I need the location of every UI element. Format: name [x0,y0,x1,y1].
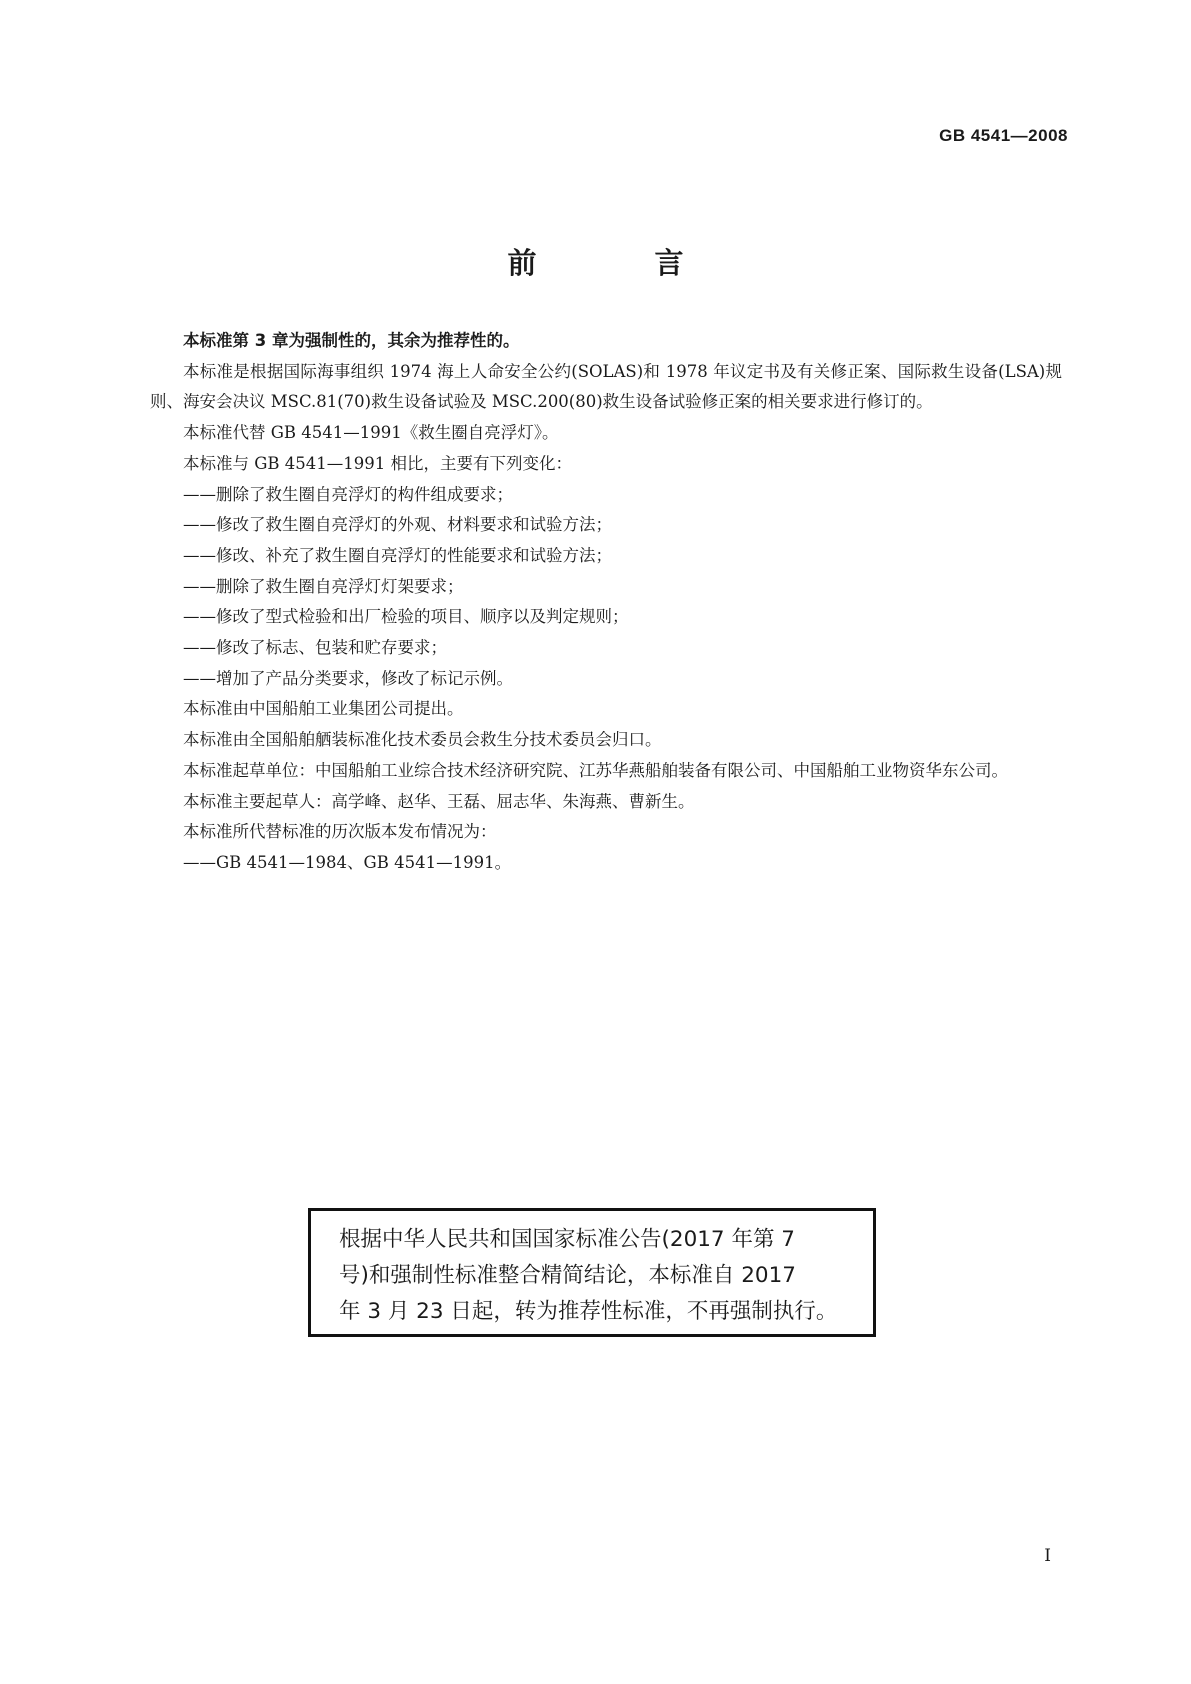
change-item: ——删除了救生圈自亮浮灯的构件组成要求； [183,484,513,504]
paragraph-drafting-units: 本标准起草单位：中国船舶工业综合技术经济研究院、江苏华燕船舶装备有限公司、中国船舶工业物资华东公司。 [183,760,1008,780]
paragraph-changes-intro: 本标准与 GB 4541—1991 相比，主要有下列变化： [183,453,573,473]
notice-line: 年 3 月 23 日起，转为推荐性标准，不再强制执行。 [339,1299,838,1324]
change-item: ——修改了标志、包装和贮存要求； [183,638,447,658]
paragraph-replaces: 本标准代替 GB 4541—1991《救生圈自亮浮灯》。 [183,423,559,443]
paragraph-basis: 本标准是根据国际海事组织 1974 海上人命安全公约(SOLAS)和 1978 年议定书及有关修正案、国际救生设备(LSA)规则、海安会决议 MSC.81(70)救生设备试验及 MSC.200(80)救生设备试验修正案的相关要求进行修订的。 [150,361,1062,412]
page-number: I [1044,1546,1051,1566]
notice-box [308,1208,876,1337]
change-item: ——修改了救生圈自亮浮灯的外观、材料要求和试验方法； [183,515,612,535]
paragraph-proposed-by: 本标准由中国船舶工业集团公司提出。 [183,699,464,719]
change-item: ——修改了型式检验和出厂检验的项目、顺序以及判定规则； [183,607,629,627]
document-code: GB 4541—2008 [939,126,1068,145]
change-item: ——修改、补充了救生圈自亮浮灯的性能要求和试验方法； [183,545,612,565]
notice-line: 号)和强制性标准整合精简结论，本标准自 2017 [339,1263,796,1288]
foreword-body [150,326,1062,879]
paragraph-administered-by: 本标准由全国船舶舾装标准化技术委员会救生分技术委员会归口。 [183,730,662,750]
notice-line: 根据中华人民共和国国家标准公告(2017 年第 7 [339,1227,795,1252]
previous-edition-item: ——GB 4541—1984、GB 4541—1991。 [183,852,512,872]
paragraph-drafters: 本标准主要起草人：高学峰、赵华、王磊、屈志华、朱海燕、曹新生。 [183,791,695,811]
change-item: ——删除了救生圈自亮浮灯灯架要求； [183,576,464,596]
page-title: 前 言 [507,246,738,281]
paragraph-mandatory-scope: 本标准第 3 章为强制性的，其余为推荐性的。 [183,331,520,350]
paragraph-previous-editions: 本标准所代替标准的历次版本发布情况为： [183,822,497,842]
change-item: ——增加了产品分类要求，修改了标记示例。 [183,668,513,688]
